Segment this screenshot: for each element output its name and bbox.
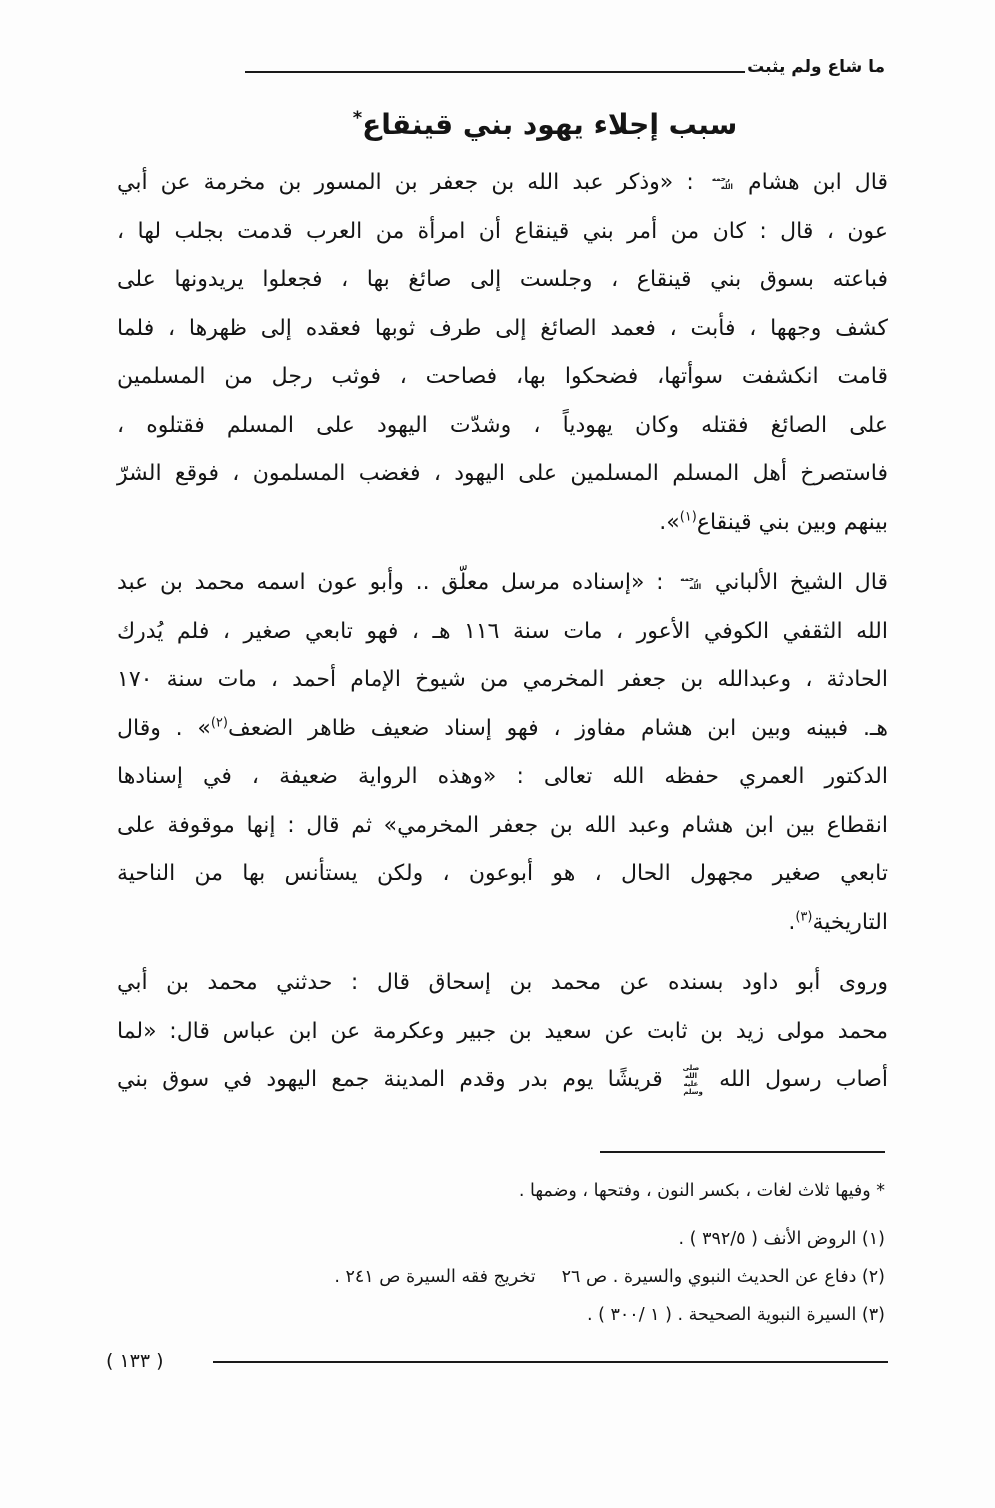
text-line: فباعته بسوق بني قينقاع ، وجلست إلى صائغ بها ، فجعلوا يريدونها على xyxy=(117,267,888,292)
text-line: محمد مولى زيد بن ثابت عن سعيد بن جبير وعكرمة عن ابن عباس قال: «لما xyxy=(117,1018,888,1044)
line-text: التاريخية xyxy=(812,909,888,935)
line-text: أصاب رسول الله xyxy=(719,1067,888,1092)
text-line xyxy=(117,1056,888,1105)
text-line xyxy=(117,705,888,754)
text-line: تابعي صغير مجهول الحال ، هو أبوعون ، ولكن يستأنس بها من الناحية xyxy=(117,861,888,886)
footnote-3: (٣) السيرة النبوية الصحيحة . ( ١ /٣٠٠ ) . xyxy=(586,1305,885,1325)
text-line: عون ، قال : كان من أمر بني قينقاع أن امرأة من العرب قدمت بجلب لها ، xyxy=(117,218,888,244)
rahimahullah-honorific-icon: رحمه الله xyxy=(711,175,733,191)
main-text xyxy=(117,159,888,1105)
text-line: وروى أبو داود بسنده عن محمد بن إسحاق قال : حدثني محمد بن أبي xyxy=(117,970,888,995)
footer-rule xyxy=(213,1361,888,1363)
footnote-2-part-2: تخريج فقه السيرة ص ٢٤١ . xyxy=(334,1267,536,1287)
paragraph-2 xyxy=(117,559,888,947)
text-line xyxy=(117,559,888,608)
paragraph-1 xyxy=(117,159,888,547)
line-text: . xyxy=(788,909,796,935)
footnote-ref-2: (٢) xyxy=(210,715,228,731)
text-line: كشف وجهها ، فأبت ، فعمد الصائغ إلى طرف ثوبها فعقده إلى ظهرها ، فلما xyxy=(117,315,888,341)
text-line: على الصائغ فقتله وكان يهودياً ، وشدّت اليهود على المسلم فقتلوه ، xyxy=(117,412,888,438)
text-line xyxy=(117,159,888,208)
text-line: قامت انكشفت سوأتها، فضحكوا بها، فصاحت ، فوثب رجل من المسلمين xyxy=(117,364,888,389)
line-text: ». xyxy=(659,509,680,535)
title-footnote-mark: * xyxy=(352,107,363,129)
section-title xyxy=(250,102,840,148)
line-text: قال الشيخ الألباني xyxy=(714,570,888,595)
text-line: الله الثقفي الكوفي الأعور ، مات سنة ١١٦ هـ ، فهو تابعي صغير ، فلم يُدرك xyxy=(117,618,888,644)
text-line xyxy=(117,899,888,948)
section-title-text: سبب إجلاء يهود بني قينقاع xyxy=(362,108,738,141)
line-text: هـ. فبينه وبين ابن هشام مفاوز ، فهو إسناد ضعيف ظاهر الضعف xyxy=(227,715,888,741)
line-text: بينهم وبين بني قينقاع xyxy=(696,509,888,535)
sallallahu-honorific-icon: صلى الله عليه وسلم xyxy=(682,1064,703,1096)
line-text: قريشًا يوم بدر وقدم المدينة جمع اليهود في سوق بني xyxy=(117,1067,663,1092)
text-line: الحادثة ، وعبدالله بن جعفر المخرمي من شيوخ الإمام أحمد ، مات سنة ١٧٠ xyxy=(117,667,888,692)
footnote-star: * وفيها ثلاث لغات ، بكسر النون ، وفتحها ، وضمها . xyxy=(518,1181,885,1201)
footnote-separator xyxy=(600,1151,885,1153)
footnote-2-part-1: (٢) دفاع عن الحديث النبوي والسيرة . ص ٢٦ xyxy=(561,1267,885,1287)
text-line: الدكتور العمري حفظه الله تعالى : «وهذه الرواية ضعيفة ، في إسنادها xyxy=(117,764,888,789)
footnote-ref-3: (٣) xyxy=(795,909,813,925)
text-line xyxy=(117,499,888,548)
line-text: قال ابن هشام xyxy=(748,170,888,195)
page-number: ( ١٣٣ ) xyxy=(106,1350,164,1372)
running-title: ما شاع ولم يثبت xyxy=(747,57,885,77)
footnote-2 xyxy=(115,1258,885,1296)
line-text: : «إسناده مرسل معلّق .. وأبو عون اسمه محمد بن عبد xyxy=(117,570,664,595)
footnotes xyxy=(115,1172,885,1334)
text-line: فاستصرخ أهل المسلم المسلمين على اليهود ، فغضب المسلمون ، فوقع الشرّ xyxy=(117,461,888,486)
footnote-ref-1: (١) xyxy=(679,509,697,525)
line-text: » . وقال xyxy=(117,715,211,741)
paragraph-3 xyxy=(117,959,888,1105)
footnote-1: (١) الروض الأنف ( ٣٩٢/٥ ) . xyxy=(678,1229,885,1249)
rahimahullah-honorific-icon: رحمه الله xyxy=(680,575,702,591)
line-text: : «وذكر عبد الله بن جعفر بن المسور بن مخرمة عن أبي xyxy=(117,170,694,195)
header-rule xyxy=(245,71,745,73)
text-line: انقطاع بين ابن هشام وعبد الله بن جعفر المخرمي» ثم قال : إنها موقوفة على xyxy=(117,812,888,838)
